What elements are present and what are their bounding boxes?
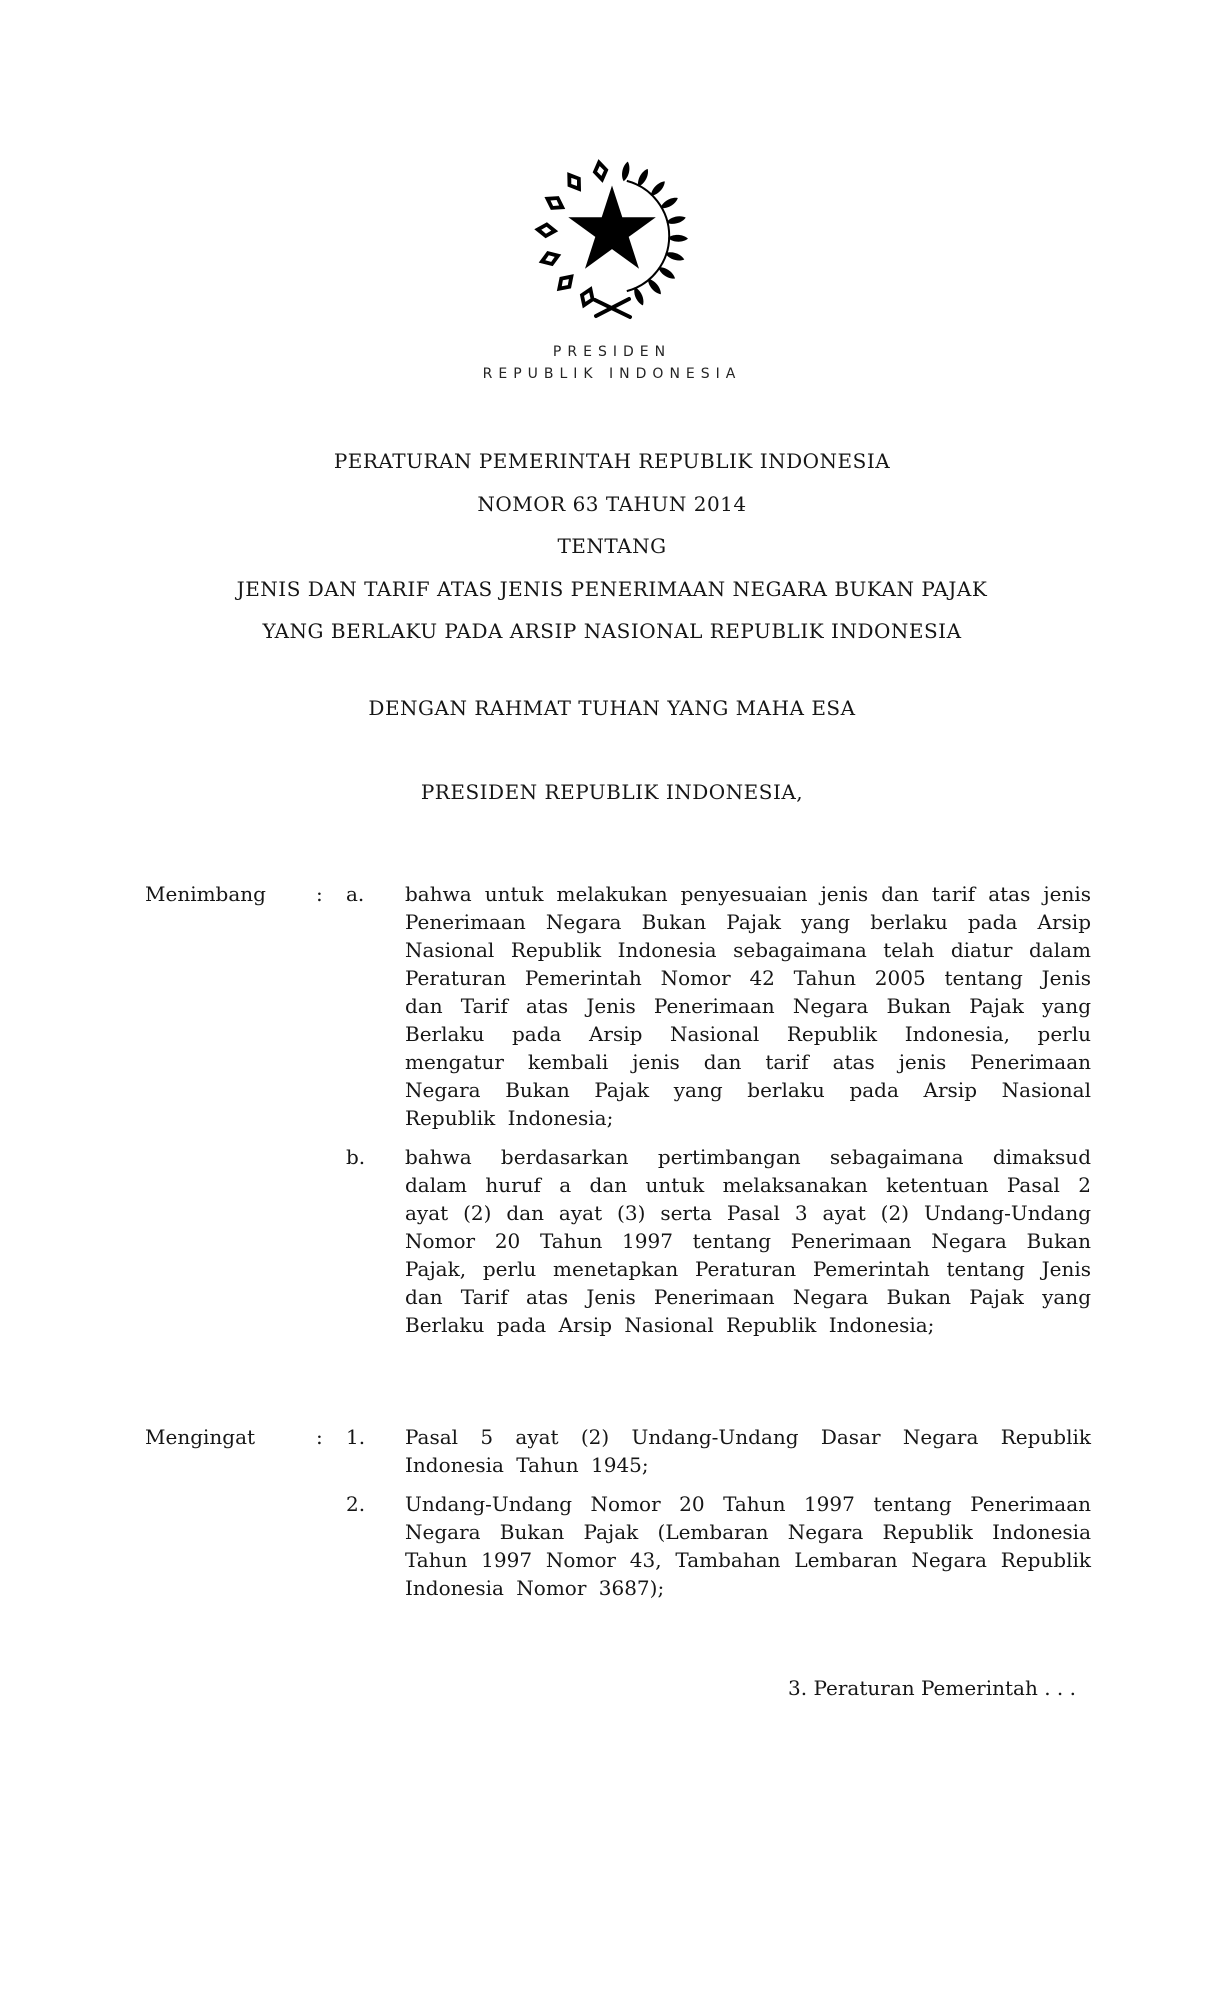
document-title bbox=[0, 440, 1224, 653]
section-menimbang bbox=[145, 880, 1091, 1339]
title-line-subject-1: JENIS DAN TARIF ATAS JENIS PENERIMAAN NEGARA BUKAN PAJAK bbox=[236, 576, 988, 601]
item-text: Undang-Undang Nomor 20 Tahun 1997 tentang Penerimaan Negara Bukan Pajak (Lembaran Negara Republik Indonesia Tahun 1997 Nomor 43, Tambahan Lembaran Negara Republik Indonesia Nomor 3687); bbox=[405, 1492, 1091, 1600]
letterhead bbox=[0, 341, 1224, 385]
presidential-seal-icon bbox=[532, 156, 692, 320]
letterhead-presiden: PRESIDEN bbox=[552, 344, 672, 360]
item-marker: 1. bbox=[346, 1425, 366, 1449]
title-line-number: NOMOR 63 TAHUN 2014 bbox=[477, 491, 747, 516]
title-line-subject-2: YANG BERLAKU PADA ARSIP NASIONAL REPUBLIK INDONESIA bbox=[262, 619, 962, 643]
section-colon: : bbox=[316, 882, 323, 906]
title-line-tentang: TENTANG bbox=[557, 534, 667, 558]
item-marker: b. bbox=[346, 1145, 366, 1169]
authority-line: PRESIDEN REPUBLIK INDONESIA, bbox=[420, 780, 804, 804]
item-text: bahwa berdasarkan pertimbangan sebagaimana dimaksud dalam huruf a dan untuk melaksanakan ketentuan Pasal 2 ayat (2) dan ayat (3) serta Pasal 3 ayat (2) Undang-Undang Nomor 20 Tahun 1997 tentang Penerimaan Negara Bukan Pajak, perlu menetapkan Peraturan Pemerintah tentang Jenis dan Tarif atas Jenis Penerimaan Negara Bukan Pajak yang Berlaku pada Arsip Nasional Republik Indonesia; bbox=[405, 1145, 1091, 1337]
item-marker: a. bbox=[346, 882, 365, 906]
item-marker: 2. bbox=[346, 1492, 366, 1516]
item-text: Pasal 5 ayat (2) Undang-Undang Dasar Negara Republik Indonesia Tahun 1945; bbox=[405, 1425, 1091, 1477]
section-mengingat bbox=[145, 1423, 1091, 1602]
page-catchword: 3. Peraturan Pemerintah . . . bbox=[788, 1676, 1076, 1700]
section-label: Menimbang bbox=[145, 882, 266, 906]
title-line-regulation: PERATURAN PEMERINTAH REPUBLIK INDONESIA bbox=[333, 449, 891, 473]
invocation-line: DENGAN RAHMAT TUHAN YANG MAHA ESA bbox=[368, 696, 856, 720]
section-colon: : bbox=[316, 1425, 323, 1449]
item-text: bahwa untuk melakukan penyesuaian jenis dan tarif atas jenis Penerimaan Negara Bukan Pajak yang berlaku pada Arsip Nasional Republik Indonesia sebagaimana telah diatur dalam Peraturan Pemerintah Nomor 42 Tahun 2005 tentang Jenis dan Tarif atas Jenis Penerimaan Negara Bukan Pajak yang Berlaku pada Arsip Nasional Republik Indonesia, perlu mengatur kembali jenis dan tarif atas jenis Penerimaan Negara Bukan Pajak yang berlaku pada Arsip Nasional Republik Indonesia; bbox=[405, 882, 1091, 1130]
letterhead-republik-indonesia: REPUBLIK INDONESIA bbox=[482, 366, 742, 382]
section-label: Mengingat bbox=[145, 1425, 256, 1449]
